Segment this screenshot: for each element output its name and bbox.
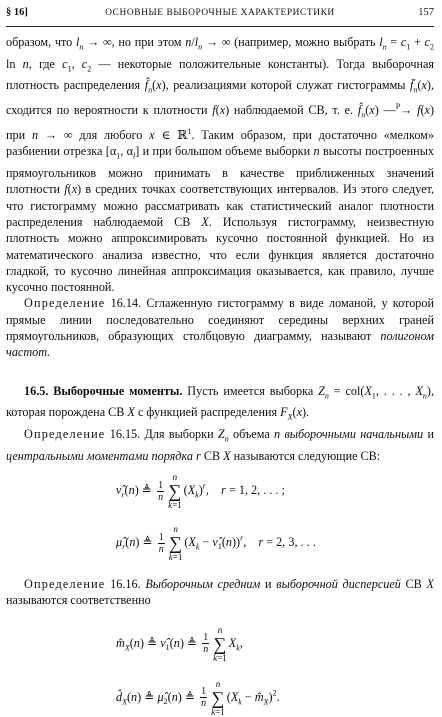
definition-16-16: Определение 16.16. Выборочным средним и выборочной дисперсией СВ X называются соответственно <box>6 577 434 608</box>
page-body <box>6 34 434 717</box>
formula-sample-mean: $m̂_X(n)$ ≜ $\nû_1(n)$ ≜ $\frac{1}{n}$ n ∑ $k=1X_k$, <box>116 624 243 663</box>
section-16-5-heading: 16.5. Выборочные моменты. Пусть имеется выборка $Z_n = col(X_1$, . . . , $X_n$), которая порождена СВ X с функцией распределения $F_X(x)$. <box>6 383 434 422</box>
chapter-title: ОСНОВНЫЕ ВЫБОРОЧНЫЕ ХАРАКТЕРИСТИКИ <box>105 8 335 18</box>
formula-central-moments: $\mû_r(n)$ ≜ $\frac{1}{n}$ n ∑ $k=1(X_k$ − $\nû_1(n))^r$, r = 2, 3, . . . <box>116 524 316 563</box>
running-header <box>6 4 434 27</box>
formula-sample-variance: $d̂_X(n)$ ≜ $\mû_2(n)$ ≜ $\frac{1}{n}$ n ∑ $k=1(X_k$ − $m̂_X)^2$. <box>116 678 280 717</box>
page-number: 157 <box>418 7 434 18</box>
paragraph-histogram: образом, что $l_n$ → ∞, но при этом $n/l_n$ → ∞ (например, можно выбрать $l_n = c_1 + c_2$ ln n, где $c_1$, $c_2$ — некоторые положительные константы). Тогда выборочная плотность распределения $f̂_n(x)$, реализациями которой служат гистограммы $f̄_n(x)$, сходится по вероятности к плотности f(x) наблюдаемой СВ, т. е. $f̂_n(x)$ —$^P$→ f(x) при n → ∞ для любого x ∈ ℝ$^1$. Таким образом, при достаточно «мелком» разбиении отрезка [$\alpha_1$, $\alpha_l$] и при большом объеме выборки n высоты построенных прямоугольников можно принимать в качестве приближенных значений плотности f(x) в средних точках соответствующих интервалов. Из этого следует, что гистограмму можно рассматривать как статистический аналог плотности распределения наблюдаемой СВ X. Используя гистограмму, неизвестную плотность можно аппроксимировать кусочно постоянной функцией. Но из математического анализа известно, что если функция является достаточно гладкой, то кусочно линейная аппроксимация оказывается, как правило, лучше кусочно постоянной. <box>6 35 435 295</box>
definition-16-14: Определение 16.14. Сглаженную гистограмму в виде ломаной, у которой прямые линии последовательно соединяют середины верхних граней прямоугольников, образующих столбцовую диаграмму, называют полигоном частот. <box>6 296 434 360</box>
formula-initial-moments: $\nû_r(n)$ ≜ $\frac{1}{n}$ n ∑ $k=1(X_k)^r$, r = 1, 2, . . . ; <box>116 472 285 511</box>
definition-16-15: Определение 16.15. Для выборки $Z_n$ объема n выборочными начальными и центральными моментами порядка r СВ X называются следующие СВ: <box>6 427 434 463</box>
section-marker: § 16] <box>6 7 28 18</box>
